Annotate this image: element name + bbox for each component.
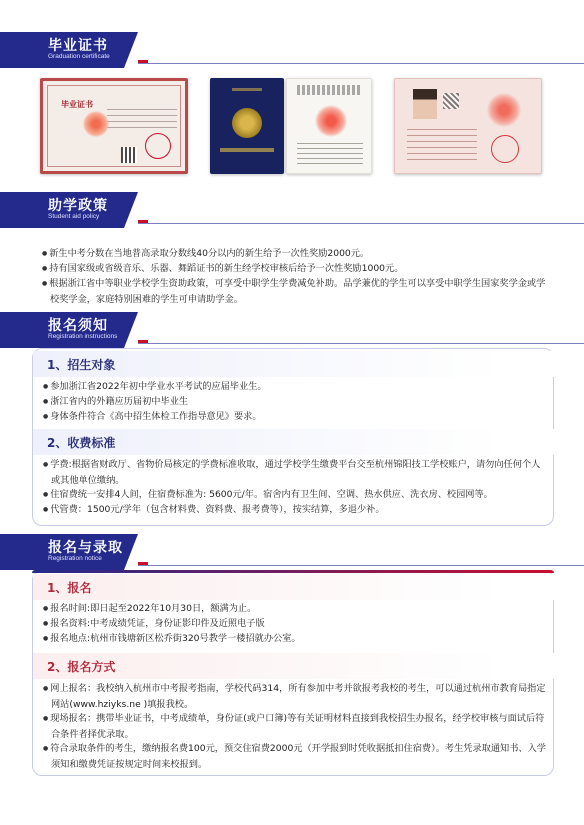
section-header-notice	[0, 312, 584, 348]
subsection-header	[33, 653, 555, 679]
enroll-item: ● 报名时间:即日起至2022年10月30日，额满为止。	[43, 601, 548, 617]
qr-code-icon	[121, 147, 137, 163]
qualification-certificate-page-image	[286, 78, 372, 174]
subsection-title: 2、收费标准	[47, 436, 116, 450]
subsection-title: 1、招生对象	[47, 358, 116, 372]
section-subtitle: Graduation certificate	[48, 53, 110, 60]
section-header-certificate	[0, 32, 584, 68]
section-title: 助学政策	[48, 198, 108, 214]
skill-certificate-image	[394, 78, 542, 174]
enroll-box	[32, 570, 554, 776]
notice-item: ● 学费:根据省财政厅、省物价局核定的学费标准收取，通过学校学生缴费平台交至杭州锦阳技工学校账户，请勿向任何个人或其他单位缴纳。	[43, 457, 548, 488]
section-subtitle: Registration notice	[48, 555, 102, 562]
blurred-photo	[83, 111, 109, 137]
aid-item: ● 持有国家级或省级音乐、乐器、舞蹈证书的新生经学校审核后给予一次性奖励1000元。	[42, 261, 547, 277]
section-title: 毕业证书	[48, 38, 108, 54]
notice-item: ● 参加浙江省2022年初中学业水平考试的应届毕业生。	[43, 379, 548, 395]
seal-icon	[145, 133, 171, 159]
section-title: 报名须知	[48, 318, 108, 334]
enroll-item: ● 报名资料:中考成绩凭证，身份证影印件及近照电子版	[43, 616, 548, 632]
enroll-item: ● 符合录取条件的考生，缴纳报名费100元，预交住宿费2000元（开学报到时凭收据抵扣住宿费）。考生凭录取通知书、入学须知和缴费凭证按规定时间来校报到。	[43, 741, 548, 772]
notice-item: ● 浙江省内的外籍应历届初中毕业生	[43, 394, 548, 410]
section-header-aid	[0, 192, 584, 228]
notice-item: ● 住宿费统一安排4人间，住宿费标准为: 5600元/年。宿舍内有卫生间、空调、热水供应、洗衣房、校园网等。	[43, 487, 548, 503]
enroll-item: ● 现场报名：携带毕业证书，中考成绩单，身份证(或户口簿)等有关证明材料直接到我校招生办报名，经学校审核与面试后符合条件者择优录取。	[43, 711, 548, 742]
subsection-header	[33, 429, 555, 455]
notice-item: ● 代管费：1500元/学年（包含材料费、资料费、报考费等），按实结算，多退少补。	[43, 502, 548, 518]
subsection-header	[33, 351, 555, 377]
subsection-header	[33, 574, 555, 600]
enroll-item: ● 网上报名：我校纳入杭州市中考报考指南，学校代码314，所有参加中考并欲报考我校的考生，可以通过杭州市教育局指定网站(www.hziyks.ne )填报我校。	[43, 681, 548, 712]
certificate-gallery	[40, 78, 544, 176]
aid-item: ● 根据浙江省中等职业学校学生资助政策，可享受中职学生学费减免补助。品学兼优的学生可以享受中职学生国家奖学金或学校奖学金，家庭特别困难的学生可申请助学金。	[42, 276, 547, 307]
section-title: 报名与录取	[48, 540, 123, 556]
blurred-seal	[315, 105, 347, 137]
id-photo	[413, 89, 437, 119]
aid-policy-box	[32, 232, 554, 304]
notice-box	[32, 348, 554, 526]
national-emblem-icon	[232, 108, 262, 138]
aid-item: ● 新生中考分数在当地普高录取分数线40分以内的新生给予一次性奖励2000元。	[42, 246, 547, 262]
blurred-seal	[487, 93, 521, 127]
seal-icon	[491, 135, 519, 163]
graduation-certificate-image	[40, 78, 188, 174]
subsection-title: 1、报名	[47, 581, 92, 595]
section-subtitle: Student aid policy	[48, 213, 100, 220]
qr-code-icon	[443, 93, 459, 109]
certificate-title: 毕业证书	[61, 100, 93, 109]
section-header-enroll	[0, 534, 584, 570]
subsection-title: 2、报名方式	[47, 660, 116, 674]
enroll-item: ● 报名地点:杭州市钱塘新区松乔街320号教学一楼招就办公室。	[43, 631, 548, 647]
qualification-certificate-cover-image	[210, 78, 284, 174]
section-subtitle: Registration instructions	[48, 333, 118, 340]
notice-item: ● 身体条件符合《高中招生体检工作指导意见》要求。	[43, 409, 548, 425]
